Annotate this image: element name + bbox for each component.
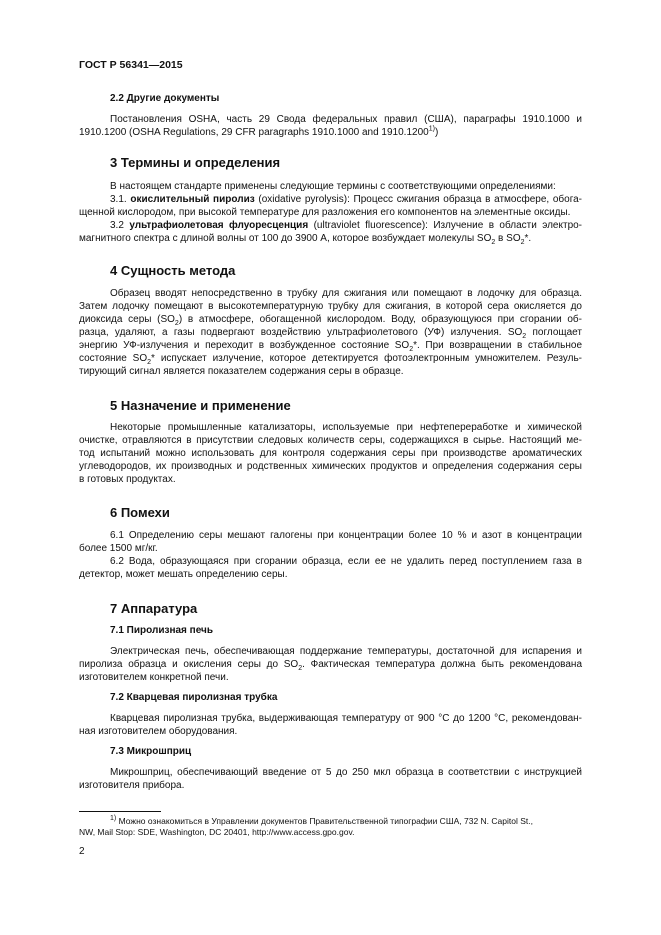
term-line — [79, 193, 582, 206]
subsection-2-2-title: 2.2 Другие документы — [110, 93, 220, 104]
text-fragment: . Фактическая температура должна быть рекомендована — [302, 659, 583, 670]
text-line — [79, 313, 582, 326]
text-line: изготовителя прибора. — [79, 780, 185, 791]
footnote-line — [79, 816, 582, 827]
term-number: 3.2 — [110, 220, 124, 231]
subsection-7-3-text — [79, 766, 582, 792]
text-fragment: ) — [434, 127, 439, 138]
page-number: 2 — [79, 846, 85, 857]
term-number: 3.1. — [110, 194, 127, 205]
text-fragment: ) в атмосфере, обогащенной кислородом. Воду, образующуюся при сгорании об- — [178, 314, 582, 325]
text-line: Микрошприц, обеспечивающий введение от 5 до 250 мкл образца в соответствии с инструкцией — [110, 767, 582, 778]
subscript: 2 — [147, 359, 152, 366]
section-6-text — [79, 529, 582, 581]
text-line: Кварцевая пиролизная трубка, выдерживающая температуру от 900 °С до 1200 °С, рекомендован- — [110, 713, 582, 724]
subscript: 2 — [520, 239, 525, 246]
text-line — [79, 326, 582, 339]
text-line — [79, 339, 582, 352]
subsection-7-3-title: 7.3 Микрошприц — [110, 746, 192, 757]
text-line: Электрическая печь, обеспечивающая поддержание температуры, достаточной для испарения и — [110, 646, 582, 657]
text-line: очистке, отравляются в присутствии следовых количеств серы, содержащихся в сырье. Настоящий ме- — [79, 435, 582, 446]
section-7-title: 7 Аппаратура — [110, 601, 198, 616]
text-fragment: разца, удаляют, а газы подвергают воздействию ультрафиолетового (УФ) излучения. SO — [79, 327, 523, 338]
text-fragment: состояние SO — [79, 353, 148, 364]
text-line: 6.2 Вода, образующаяся при сгорании образца, если ее не удалить перед поступлением газа в — [110, 556, 582, 567]
text-fragment: пиролиза образца и окисления серы до SO — [79, 659, 299, 670]
term-line — [79, 219, 582, 232]
term-definition: (ultraviolet fluorescence): Излучение в области электро- — [313, 220, 583, 231]
section-3-title: 3 Термины и определения — [110, 155, 281, 170]
subscript: 2 — [298, 665, 303, 672]
text-line: тирующий сигнал является показателем содержания серы в образце. — [79, 366, 404, 377]
section-4-text — [79, 287, 582, 378]
text-line: 6.1 Определению серы мешают галогены при концентрации более 10 % и азот в концентрации — [110, 530, 582, 541]
text-fragment: * испускает излучение, которое детектируется фотоэлектронным умножителем. Резуль- — [151, 353, 583, 364]
text-line — [79, 232, 582, 245]
text-fragment: диоксида серы (SO — [79, 314, 175, 325]
text-line: более 1500 мг/кг. — [79, 543, 158, 554]
text-fragment: Можно ознакомиться в Управлении документов Правительственной типографии США, 732 N. Capitol St., — [116, 816, 533, 826]
text-fragment: *. — [524, 233, 532, 244]
footnote-mark: 1) — [110, 815, 117, 823]
text-line: изготовителем конкретной печи. — [79, 672, 229, 683]
text-fragment: магнитного спектра с длиной волны от 100 до 3900 А, которое возбуждает молекулы SO — [79, 233, 492, 244]
text-line: Некоторые промышленные катализаторы, используемые при нефтепереработке и химической — [110, 422, 582, 433]
term-name: окислительный пиролиз — [130, 194, 255, 205]
footnote-separator — [79, 811, 161, 812]
subsection-7-2-title: 7.2 Кварцевая пиролизная трубка — [110, 692, 278, 703]
section-4-title: 4 Сущность метода — [110, 263, 236, 278]
text-fragment: в SO — [495, 233, 521, 244]
footnote-ref: 1) — [428, 125, 435, 133]
text-line: щенной кислородом, при высокой температуре для разложения его компонентов на элементные оксиды. — [79, 207, 571, 218]
text-fragment: поглощает — [526, 327, 582, 338]
subsection-7-2-text — [79, 712, 582, 738]
text-line: Затем лодочку помещают в высокотемпературную трубку для сжигания, в которой сера окисляется до — [79, 301, 582, 312]
text-fragment: 1910.1200 (OSHA Regulations, 29 CFR paragraphs 1910.1000 and 1910.1200 — [79, 127, 429, 138]
footnote — [79, 816, 582, 838]
subsection-7-1-text — [79, 645, 582, 684]
text-line: В настоящем стандарте применены следующие термины с соответствующими определениями: — [110, 181, 556, 192]
subscript: 2 — [491, 239, 496, 246]
text-line: Постановления OSHA, часть 29 Свода федеральных правил (США), параграфы 1910.1000 и — [110, 114, 582, 125]
section-5-title: 5 Назначение и применение — [110, 398, 291, 413]
section-5-text — [79, 421, 582, 486]
text-line: детектор, может мешать определению серы. — [79, 569, 288, 580]
text-line: ная изготовителем оборудования. — [79, 726, 238, 737]
subscript: 2 — [409, 346, 414, 353]
term-definition: (oxidative pyrolysis): Процесс сжигания образца в атмосфере, обога- — [258, 194, 583, 205]
term-name: ультрафиолетовая флуоресценция — [129, 220, 309, 231]
subsection-7-1-title: 7.1 Пиролизная печь — [110, 625, 213, 636]
subscript: 2 — [522, 333, 527, 340]
subsection-2-2-text — [79, 113, 582, 139]
document-header-id: ГОСТ Р 56341—2015 — [79, 59, 183, 71]
section-6-title: 6 Помехи — [110, 505, 170, 520]
text-line — [79, 352, 582, 365]
text-line: Образец вводят непосредственно в трубку для сжигания или помещают в лодочку для образца. — [110, 288, 582, 299]
text-line — [79, 126, 582, 139]
text-line: в готовых продуктах. — [79, 474, 176, 485]
text-line: углеводородов, их производных и родственных химических продуктов и определения содержания серы — [79, 461, 582, 472]
footnote-line: NW, Mail Stop: SDE, Washington, DC 20401, http://www.access.gpo.gov. — [79, 827, 355, 837]
section-3-text — [79, 180, 582, 245]
text-fragment: *. При возвращении в стабильное — [413, 340, 582, 351]
text-line: тод испытаний можно использовать для контроля содержания серы при производстве ароматических — [79, 448, 582, 459]
text-line — [79, 658, 582, 671]
subscript: 2 — [174, 320, 179, 327]
text-fragment: энергию УФ-излучения и переходит в возбужденное состояние SO — [79, 340, 410, 351]
